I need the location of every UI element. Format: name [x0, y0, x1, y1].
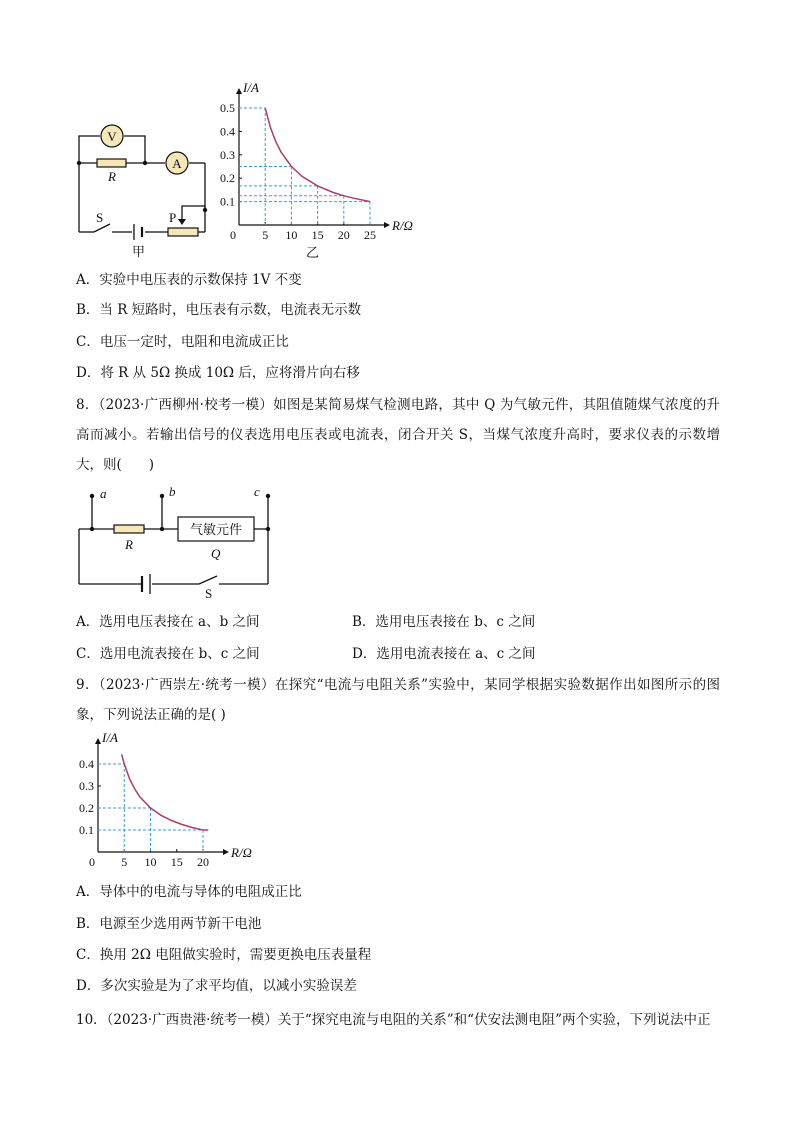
svg-text:S: S	[205, 586, 213, 601]
y-tick-label: 0.4	[79, 757, 94, 771]
y-tick-label: 0.1	[220, 194, 235, 209]
q9-option-b: B．电源至少选用两节新干电池	[76, 916, 262, 932]
x-tick-label: 25	[364, 228, 376, 242]
svg-text:气敏元件: 气敏元件	[189, 522, 243, 537]
rheostat	[168, 228, 198, 236]
x-tick-label: 10	[285, 228, 298, 242]
x-tick-label: 0	[89, 855, 95, 869]
q7-option-a: A．实验中电压表的示数保持 1V 不变	[76, 272, 302, 288]
graph-q9	[70, 728, 260, 876]
x-axis-label: R/Ω	[231, 845, 252, 860]
figure-caption: 乙	[305, 245, 320, 260]
y-tick-label: 0.3	[220, 147, 235, 162]
x-tick-label: 20	[337, 228, 350, 242]
svg-text:A: A	[172, 156, 182, 171]
svg-text:甲: 甲	[132, 244, 146, 259]
x-axis-label: R/Ω	[392, 218, 413, 233]
q9-option-a: A．导体中的电流与导体的电阻成正比	[76, 884, 302, 900]
circuit-diagram-jia	[70, 118, 220, 260]
y-tick-label: 0.5	[220, 101, 235, 115]
q8-option-d: D．选用电流表接在 a、c 之间	[352, 646, 536, 662]
data-curve	[122, 754, 209, 830]
q9-option-c: C．换用 2Ω 电阻做实验时，需要更换电压表量程	[76, 947, 372, 963]
x-tick-label: 5	[121, 855, 128, 869]
q9-option-d: D．多次实验是为了求平均值，以减小实验误差	[76, 978, 357, 994]
x-tick-label: 10	[144, 855, 157, 869]
q7-option-c: C．电压一定时，电阻和电流成正比	[76, 334, 289, 350]
svg-text:S: S	[96, 210, 104, 225]
q8-option-b: B．选用电压表接在 b、c 之间	[352, 614, 536, 630]
svg-text:R: R	[108, 169, 116, 184]
y-axis-arrow	[95, 738, 101, 744]
graph-yi	[220, 73, 420, 265]
y-tick-label: 0.4	[220, 124, 235, 139]
y-axis-label: I/A	[243, 80, 259, 95]
q7-option-b: B．当 R 短路时，电压表有示数，电流表无示数	[76, 302, 362, 318]
q9-stem: 9．（2023·广西崇左·统考一模）在探究“电流与电阻关系”实验中，某同学根据实验数据作出如图所示的图象，下列说法正确的是( )	[76, 677, 720, 723]
y-tick-label: 0.3	[79, 779, 94, 793]
svg-text:a: a	[100, 486, 107, 501]
y-tick-label: 0.1	[79, 823, 94, 837]
x-axis-arrow	[223, 849, 229, 855]
gas-detector-circuit	[74, 484, 284, 602]
x-tick-label: 15	[170, 855, 183, 869]
resistor-r	[114, 525, 144, 533]
q8-option-a: A．选用电压表接在 a、b 之间	[76, 614, 260, 630]
x-tick-label: 20	[197, 855, 209, 869]
q8-stem: 8．（2023·广西柳州·校考一模）如图是某简易煤气检测电路，其中 Q 为气敏元件，其阻值随煤气浓度的升高而减小。若输出信号的仪表选用电压表或电流表，闭合开关 S，当煤气浓度升高时，要求仪表的示数增大，则( )	[76, 397, 720, 473]
svg-text:b: b	[169, 484, 176, 499]
x-tick-label: 5	[262, 228, 269, 242]
resistor-r	[97, 159, 126, 167]
y-tick-label: 0.2	[79, 801, 94, 815]
y-tick-label: 0.2	[220, 171, 235, 186]
svg-text:P: P	[169, 210, 177, 225]
q10-stem: 10．（2023·广西贵港·统考一模）关于“探究电流与电阻的关系”和“伏安法测电阻”两个实验，下列说法中正	[76, 1012, 711, 1028]
x-axis-arrow	[384, 222, 390, 228]
svg-text:R: R	[125, 537, 133, 552]
svg-text:V: V	[107, 129, 117, 144]
svg-text:Q: Q	[211, 546, 221, 561]
x-tick-label: 15	[311, 228, 324, 242]
x-tick-label: 0	[230, 228, 236, 242]
q7-option-d: D．将 R 从 5Ω 换成 10Ω 后，应将滑片向右移	[76, 365, 360, 381]
q8-option-c: C．选用电流表接在 b、c 之间	[76, 646, 260, 662]
y-axis-label: I/A	[102, 730, 118, 745]
svg-text:c: c	[254, 484, 260, 499]
y-axis-arrow	[236, 88, 242, 94]
